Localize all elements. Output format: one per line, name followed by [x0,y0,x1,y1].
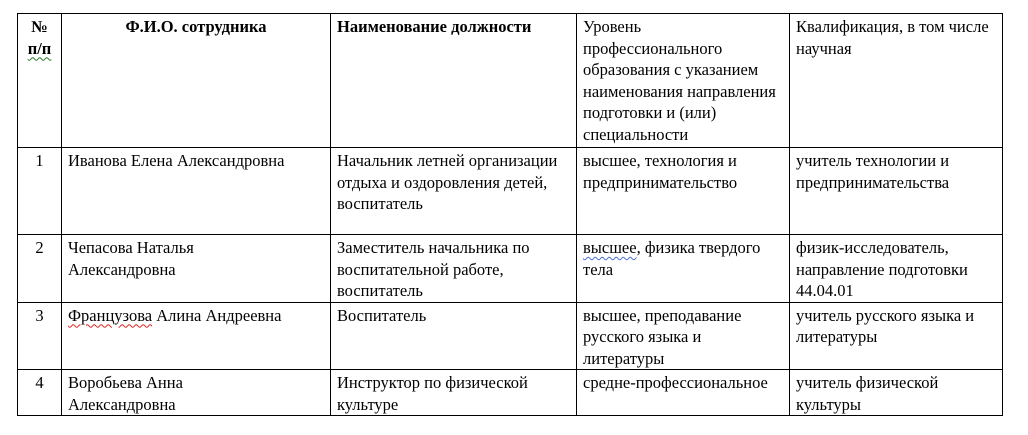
staff-table [17,13,1003,416]
row-position: Инструктор по физической культуре [331,370,577,416]
row-num: 2 [18,235,62,303]
header-num-abbr: п/п [27,38,52,58]
row-education: средне-профессиональное [577,370,790,416]
row-num: 1 [18,148,62,235]
row-education-level: высшее [583,238,637,257]
row-num: 4 [18,370,62,416]
row-name-rest: Алина Андреевна [152,305,282,325]
row-education: высшее, преподавание русского языка и литературы [577,302,790,370]
header-qualification: Квалификация, в том числе научная [790,14,1003,148]
table-row [18,235,1003,303]
row-name-patronymic: Александровна [68,394,176,414]
row-qualification: учитель русского языка и литературы [790,302,1003,370]
header-row [18,14,1003,148]
row-education: высшее, технология и предпринимательство [577,148,790,235]
row-qualification: учитель физической культуры [790,370,1003,416]
header-num-symbol: № [31,17,48,36]
header-num [18,14,62,148]
row-name [62,370,331,416]
table-row [18,148,1003,235]
row-position: Заместитель начальника по воспитательной работе, воспитатель [331,235,577,303]
table-row [18,302,1003,370]
row-qualification: физик-исследователь, направление подготовки 44.04.01 [790,235,1003,303]
row-name-surname-first: Воробьева Анна [68,373,183,392]
header-name: Ф.И.О. сотрудника [62,14,331,148]
row-name-surname-first: Чепасова Наталья [68,238,194,257]
row-name-surname: Французова [68,305,153,325]
row-num: 3 [18,302,62,370]
header-education: Уровень профессионального образования с указанием наименования направления подготовки и (или) специальности [577,14,790,148]
row-name [62,302,331,370]
row-name [62,235,331,303]
row-position: Воспитатель [331,302,577,370]
row-education-specialty: , физика твердого тела [583,238,761,279]
table-row [18,370,1003,416]
row-education [577,235,790,303]
row-position: Начальник летней организации отдыха и оздоровления детей, воспитатель [331,148,577,235]
row-qualification: учитель технологии и предпринимательства [790,148,1003,235]
row-name-patronymic: Александровна [68,259,176,279]
row-name: Иванова Елена Александровна [62,148,331,235]
header-position: Наименование должности [331,14,577,148]
